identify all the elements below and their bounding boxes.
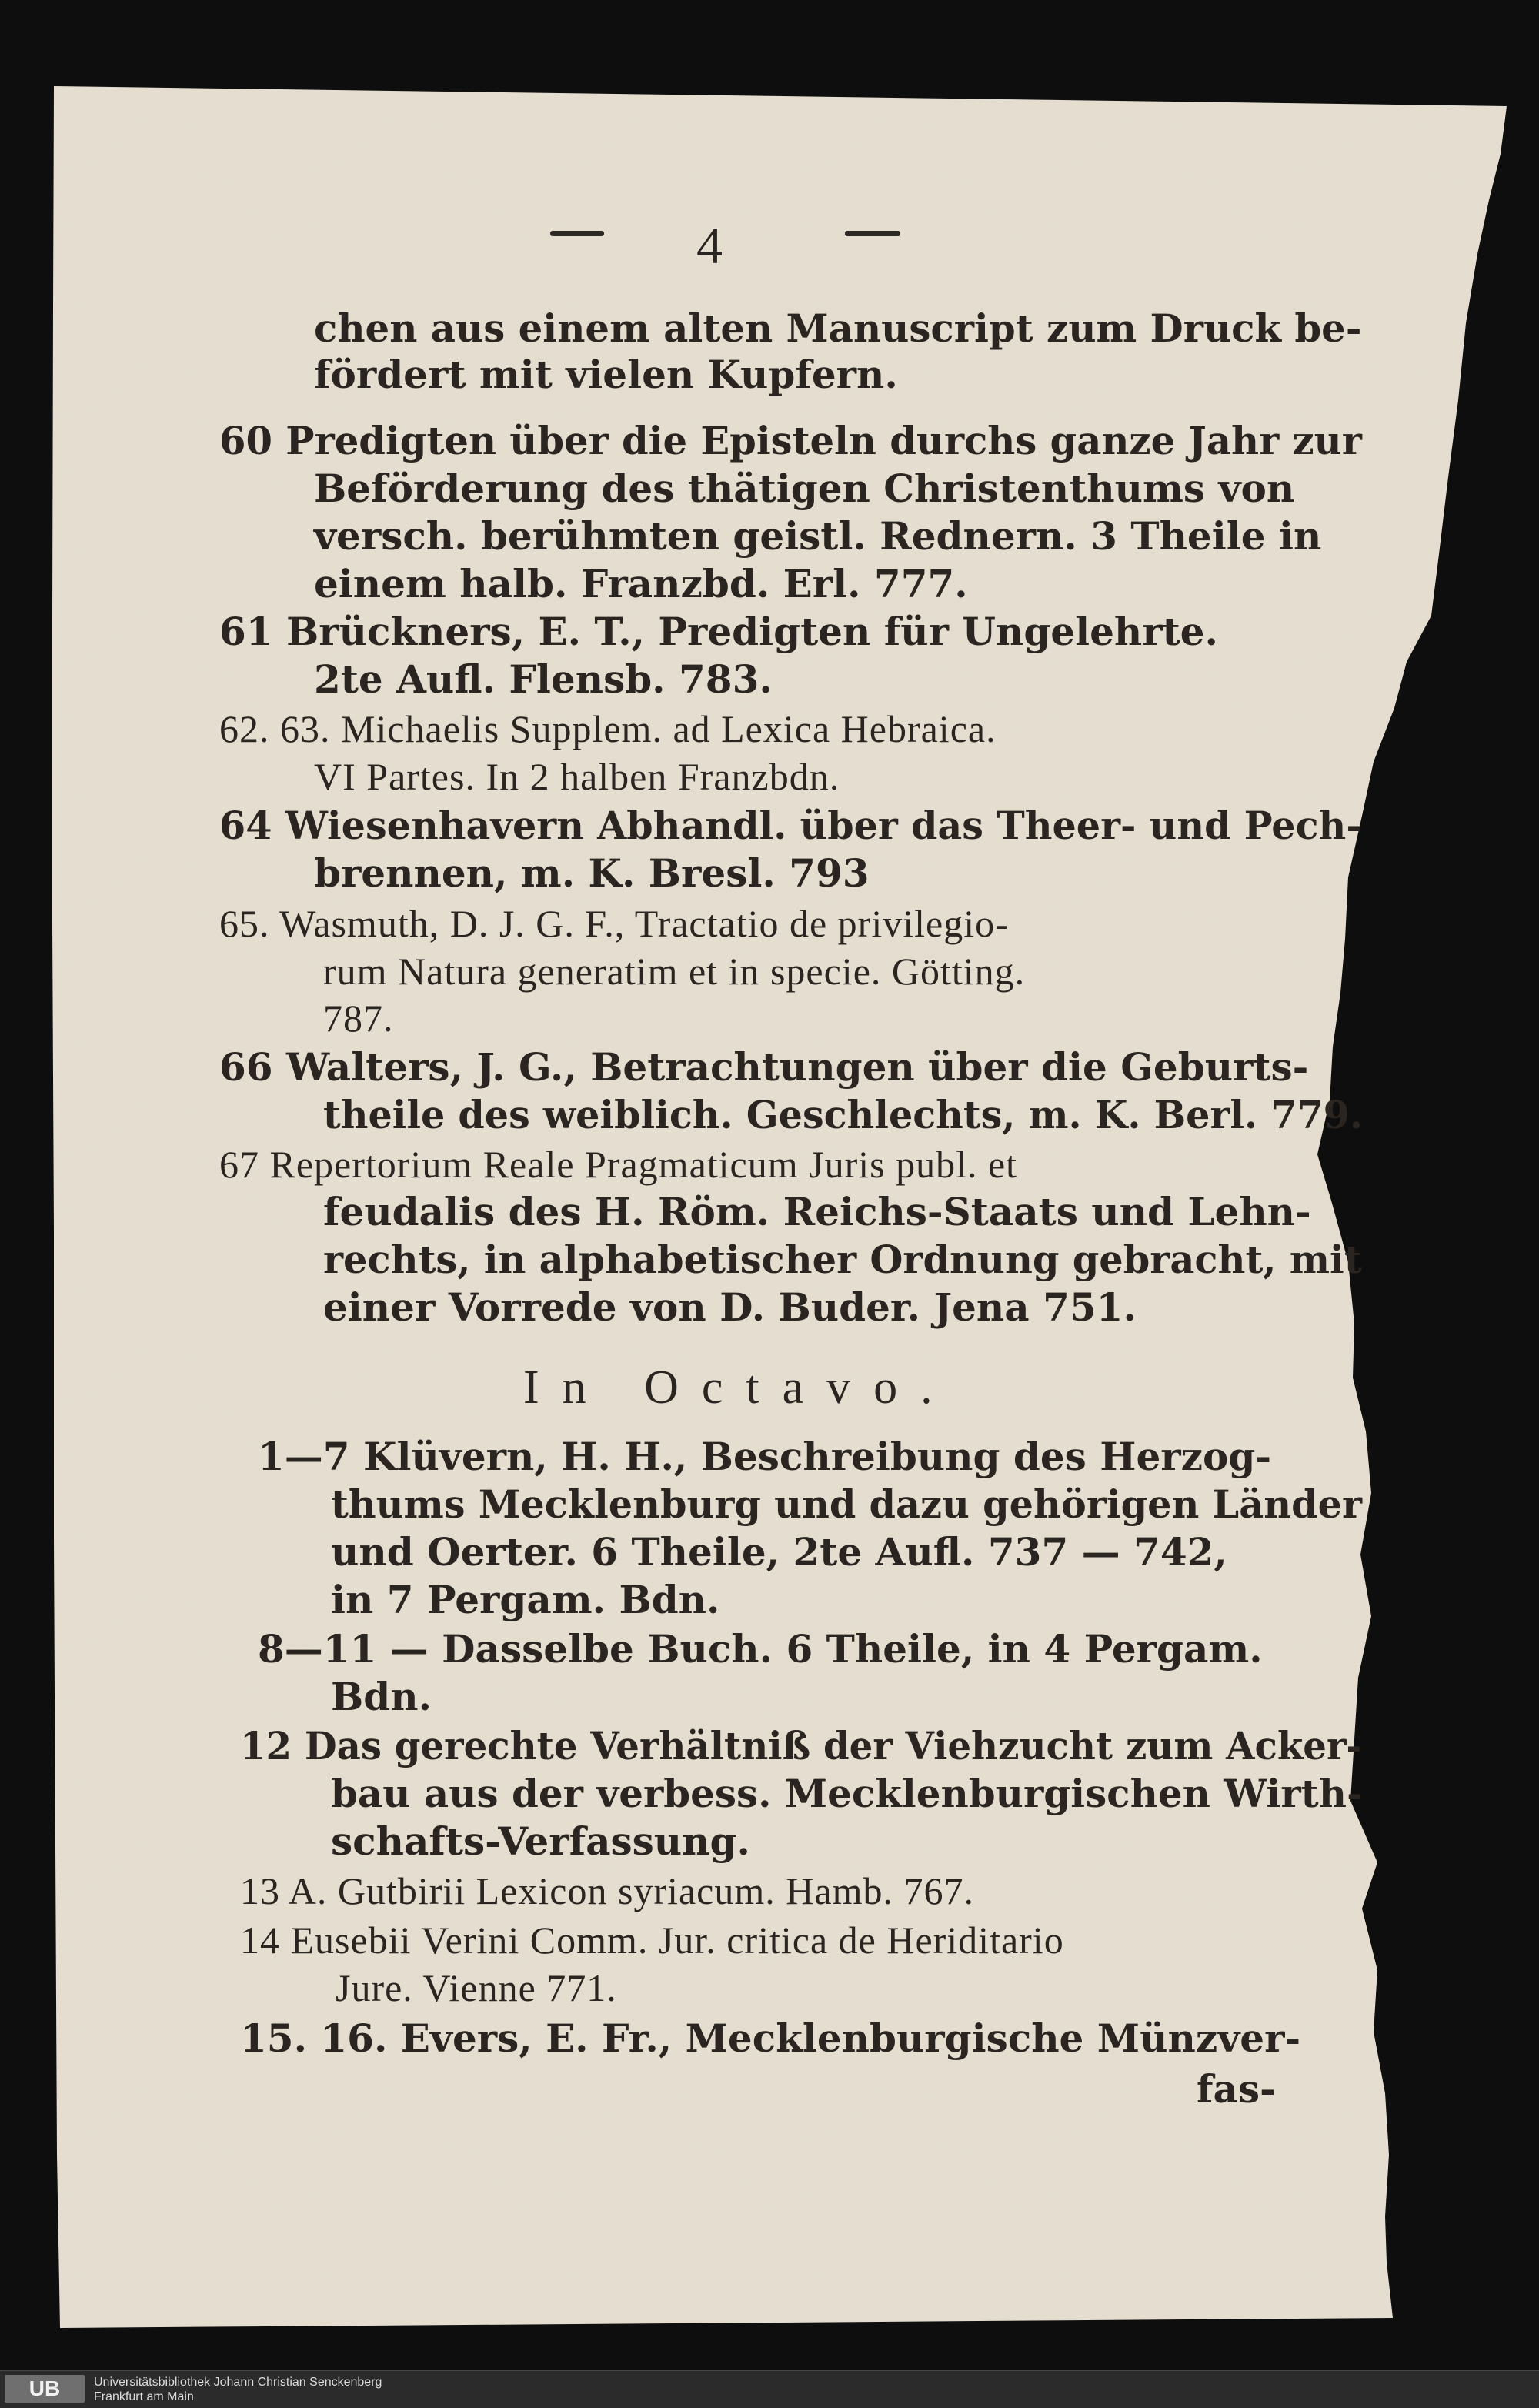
- text-line: in 7 Pergam. Bdn.: [331, 1577, 720, 1622]
- header-dash-left: [550, 231, 604, 236]
- text-line: 64 Wiesenhavern Abhandl. über das Theer- und Pech-: [219, 803, 1362, 848]
- text-line: theile des weiblich. Geschlechts, m. K. Berl. 779.: [323, 1092, 1363, 1137]
- text-line: VI Partes. In 2 halben Franzbdn.: [314, 755, 840, 798]
- text-line: 1—7 Klüvern, H. H., Beschreibung des Herzog-: [258, 1434, 1272, 1479]
- header-dash-right: [845, 231, 900, 236]
- text-line: Bdn.: [331, 1674, 432, 1719]
- text-line: 8—11 — Dasselbe Buch. 6 Theile, in 4 Pergam.: [258, 1626, 1263, 1672]
- text-line: 66 Walters, J. G., Betrachtungen über die Geburts-: [219, 1044, 1309, 1090]
- text-line: fas-: [1197, 2066, 1276, 2112]
- text-line: 65. Wasmuth, D. J. G. F., Tractatio de privilegio-: [219, 902, 1009, 945]
- text-line: feudalis des H. Röm. Reichs-Staats und Lehn-: [323, 1189, 1311, 1234]
- footer-institution-name: Universitätsbibliothek Johann Christian Senckenberg: [94, 2376, 382, 2389]
- text-line: versch. berühmten geistl. Rednern. 3 Theile in: [314, 513, 1322, 559]
- text-line: schafts-Verfassung.: [331, 1819, 750, 1864]
- section-heading: In Octavo.: [523, 1361, 956, 1414]
- text-line: fördert mit vielen Kupfern.: [314, 352, 898, 397]
- text-line: 61 Brückners, E. T., Predigten für Ungelehrte.: [219, 609, 1218, 654]
- text-line: einer Vorrede von D. Buder. Jena 751.: [323, 1284, 1137, 1330]
- text-line: Beförderung des thätigen Christenthums von: [314, 466, 1295, 511]
- text-line: 62. 63. Michaelis Supplem. ad Lexica Hebraica.: [219, 707, 997, 750]
- text-line: 2te Aufl. Flensb. 783.: [314, 656, 773, 702]
- text-line: 14 Eusebii Verini Comm. Jur. critica de Heriditario: [240, 1919, 1064, 1962]
- text-line: 13 A. Gutbirii Lexicon syriacum. Hamb. 767.: [240, 1869, 974, 1912]
- text-line: einem halb. Franzbd. Erl. 777.: [314, 561, 968, 606]
- text-line: 12 Das gerechte Verhältniß der Viehzucht zum Acker-: [240, 1723, 1362, 1768]
- page-number: 4: [696, 216, 723, 275]
- text-line: bau aus der verbess. Mecklenburgischen Wirth-: [331, 1771, 1363, 1816]
- text-line: 60 Predigten über die Episteln durchs ganze Jahr zur: [219, 418, 1362, 463]
- text-line: 787.: [323, 997, 394, 1040]
- text-line: brennen, m. K. Bresl. 793: [314, 850, 870, 896]
- text-line: und Oerter. 6 Theile, 2te Aufl. 737 — 742,: [331, 1529, 1227, 1575]
- text-line: rechts, in alphabetischer Ordnung gebracht, mit: [323, 1237, 1362, 1282]
- footer-institution-city: Frankfurt am Main: [94, 2390, 194, 2403]
- text-line: thums Mecklenburg und dazu gehörigen Länder: [331, 1481, 1363, 1527]
- ub-logo[interactable]: UB: [5, 2375, 85, 2403]
- text-line: Jure. Vienne 771.: [336, 1966, 617, 2009]
- text-line: 15. 16. Evers, E. Fr., Mecklenburgische Münzver-: [240, 2016, 1301, 2061]
- text-line: rum Natura generatim et in specie. Götting.: [323, 950, 1026, 993]
- text-line: chen aus einem alten Manuscript zum Druck be-: [314, 306, 1362, 351]
- text-line: 67 Repertorium Reale Pragmaticum Juris publ. et: [219, 1143, 1018, 1186]
